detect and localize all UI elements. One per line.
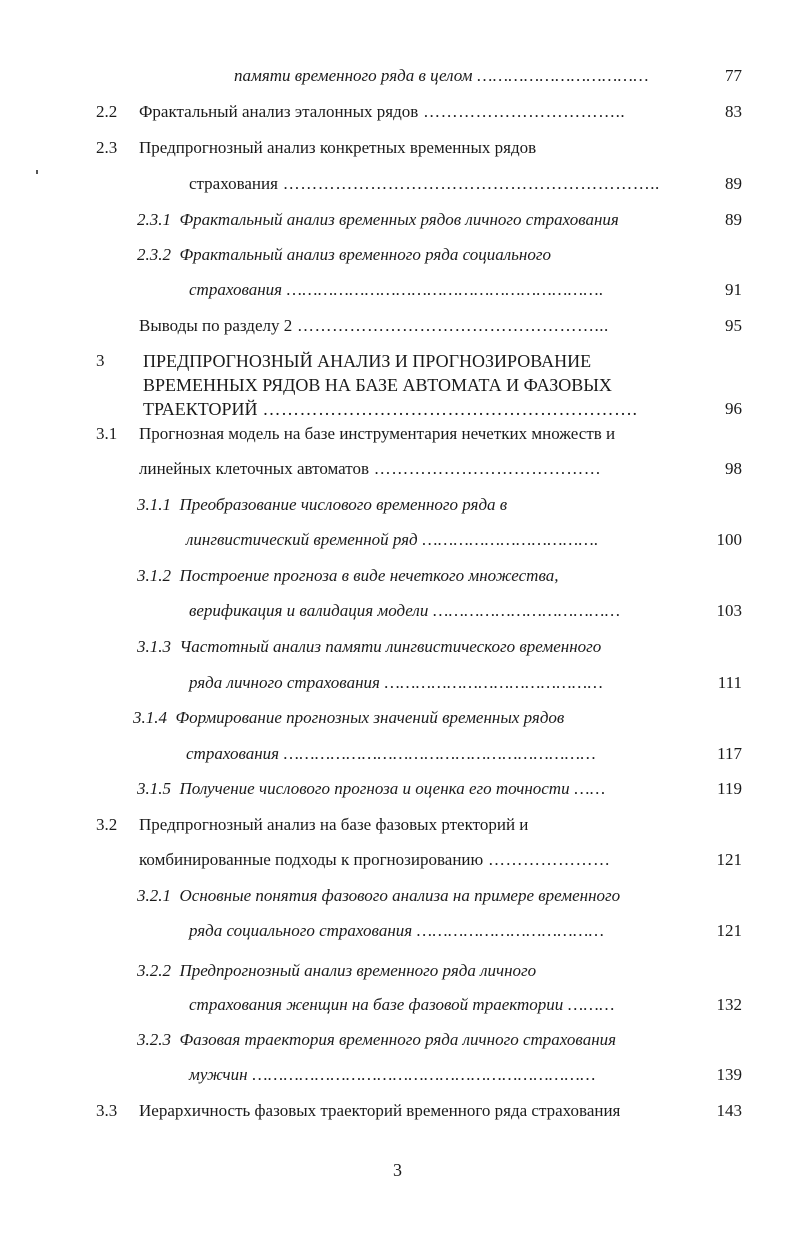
toc-entry-text: Предпрогнозный анализ на базе фазовых ртекторий и: [139, 815, 529, 834]
toc-entry-text: Прогнозная модель на базе инструментария нечетких множеств и: [139, 424, 616, 443]
page-number: 3: [393, 1160, 402, 1180]
toc-entry: [0, 169, 795, 199]
toc-entry-text: 3.2.3 Фазовая траектория временного ряда личного страхования: [137, 1030, 617, 1049]
toc-entry: [0, 454, 795, 484]
toc-entry: [0, 956, 795, 986]
toc-entry-page: 95: [725, 316, 742, 335]
toc-entry-page: 100: [716, 530, 742, 549]
toc-entry: [0, 774, 795, 804]
toc-entry: [0, 703, 795, 733]
toc-entry-text: 3.2.2 Предпрогнозный анализ временного ряда личного: [137, 961, 537, 980]
toc-entry: [0, 205, 795, 235]
toc-entry-text: Предпрогнозный анализ конкретных временных рядов: [139, 138, 537, 157]
toc-entry-page: 89: [725, 210, 742, 229]
toc-entry-text: 3.1.5 Получение числового прогноза и оценка его точности ……: [137, 779, 606, 798]
toc-entry-text: 3.1.1 Преобразование числового временного ряда в: [137, 495, 508, 514]
toc-entry-page: 119: [717, 779, 742, 798]
toc-entry-text: страхования ………………………………………………………..: [189, 174, 660, 193]
toc-entry: [0, 668, 795, 698]
toc-entry-text: Фрактальный анализ эталонных рядов ……………………………..: [139, 102, 626, 121]
toc-entry-number: 2.2: [96, 102, 118, 121]
toc-entry: [0, 1096, 795, 1126]
toc-entry-text: 2.3.1 Фрактальный анализ временных рядов личного страхования: [137, 210, 619, 229]
toc-entry-text: 2.3.2 Фрактальный анализ временного ряда социального: [137, 245, 551, 264]
toc-entry: [0, 810, 795, 840]
toc-entry: [0, 739, 795, 769]
toc-entry-text: страхования …………………………………………………….: [189, 280, 604, 299]
toc-entry-number: 3.2: [96, 815, 118, 834]
toc-entry-page: 96: [725, 399, 742, 418]
toc-entry: [0, 133, 795, 163]
toc-entry-page: 111: [717, 673, 742, 692]
toc-entry-page: 143: [716, 1101, 742, 1120]
toc-entry: [0, 275, 795, 305]
toc-entry-text: 3.1.3 Частотный анализ памяти лингвистического временного: [137, 637, 602, 656]
toc-entry: [0, 1060, 795, 1090]
toc-entry-page: 139: [716, 1065, 742, 1084]
toc-entry-number: 3: [96, 351, 105, 370]
toc-entry-text: ряда личного страхования ……………………………………: [189, 673, 604, 692]
toc-entry-text: Выводы по разделу 2 ……………………………………………...: [139, 316, 609, 335]
toc-entry: [0, 525, 795, 555]
toc-entry: [0, 419, 795, 449]
toc-entry: [0, 845, 795, 875]
toc-entry: [0, 311, 795, 341]
toc-entry: [0, 916, 795, 946]
toc-entry: [0, 881, 795, 911]
toc-entry-page: 98: [725, 459, 742, 478]
toc-entry-number: 3.1: [96, 424, 118, 443]
toc-entry-text: ряда социального страхования ………………………………: [189, 921, 605, 940]
toc-entry-text: памяти временного ряда в целом ……………………………: [234, 66, 649, 85]
toc-entry-text: ТРАЕКТОРИЙ …………………………………………………….: [143, 399, 638, 419]
toc-entry-text: Иерархичность фазовых траекторий временного ряда страхования: [139, 1101, 621, 1120]
toc-entry-page: 103: [716, 601, 742, 620]
toc-entry-text: 3.2.1 Основные понятия фазового анализа на примере временного: [137, 886, 621, 905]
toc-entry-page: 121: [716, 850, 742, 869]
toc-entry: [0, 596, 795, 626]
toc-entry: [0, 240, 795, 270]
toc-entry: [0, 1025, 795, 1055]
toc-entry: [0, 97, 795, 127]
toc-entry-page: 121: [716, 921, 742, 940]
toc-entry-page: 117: [717, 744, 742, 763]
toc-entry-page: 83: [725, 102, 742, 121]
toc-entry: [0, 632, 795, 662]
toc-entry-text: лингвистический временной ряд …………………………….: [186, 530, 599, 549]
toc-entry-text: ВРЕМЕННЫХ РЯДОВ НА БАЗЕ АВТОМАТА И ФАЗОВЫХ: [143, 375, 612, 395]
toc-entry-page: 132: [716, 995, 742, 1014]
toc-entry: [0, 990, 795, 1020]
toc-entry-text: страхования женщин на базе фазовой траектории ………: [189, 995, 615, 1014]
scan-speck: [36, 170, 38, 174]
toc-entry-text: 3.1.4 Формирование прогнозных значений временных рядов: [133, 708, 565, 727]
toc-entry-page: 77: [725, 66, 742, 85]
toc-entry-text: комбинированные подходы к прогнозированию …………………: [139, 850, 611, 869]
toc-entry-text: ПРЕДПРОГНОЗНЫЙ АНАЛИЗ И ПРОГНОЗИРОВАНИЕ: [143, 351, 592, 371]
toc-entry-text: страхования ……………………………………………………: [186, 744, 597, 763]
toc-entry-text: линейных клеточных автоматов …………………………………: [139, 459, 602, 478]
toc-entry-text: верификация и валидация модели ………………………………: [189, 601, 621, 620]
toc-entry-text: 3.1.2 Построение прогноза в виде нечеткого множества,: [137, 566, 559, 585]
toc-entry-number: 2.3: [96, 138, 118, 157]
toc-entry: [0, 61, 795, 91]
toc-entry-page: 89: [725, 174, 742, 193]
toc-entry-text: мужчин …………………………………………………………: [189, 1065, 596, 1084]
toc-entry-page: 91: [725, 280, 742, 299]
toc-entry: [0, 561, 795, 591]
toc-entry: [0, 490, 795, 520]
toc-entry-number: 3.3: [96, 1101, 118, 1120]
